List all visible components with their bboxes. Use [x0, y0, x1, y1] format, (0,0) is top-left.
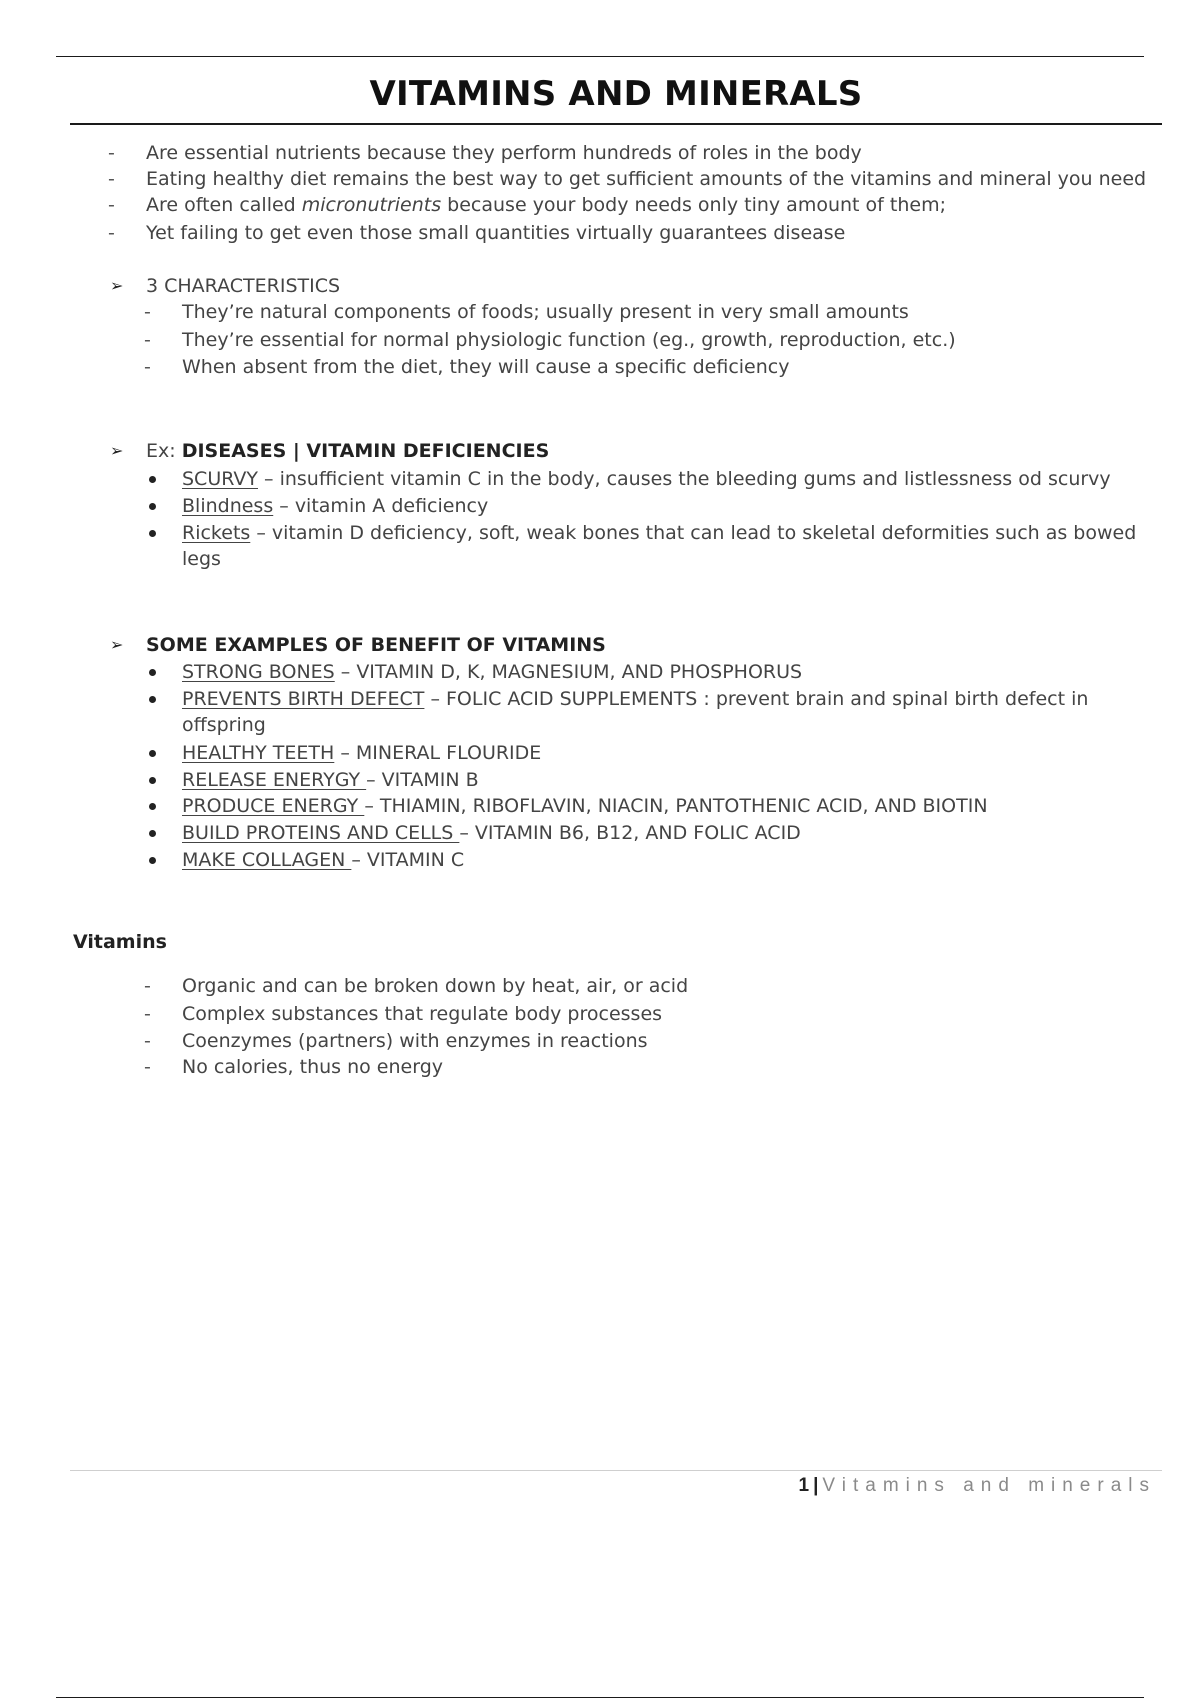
intro-item-4: Yet failing to get even those small quantities virtually guarantees disease — [146, 222, 846, 244]
disease-text: – insufficient vitamin C in the body, causes the bleeding gums and listlessness od scurvy — [258, 468, 1111, 490]
bottom-rule — [56, 1697, 1144, 1698]
benefit-term: MAKE COLLAGEN — [182, 849, 352, 871]
diseases-heading-text: DISEASES | VITAMIN DEFICIENCIES — [181, 440, 550, 462]
benefits-heading: SOME EXAMPLES OF BENEFIT OF VITAMINS — [146, 634, 606, 656]
benefit-item — [182, 793, 988, 819]
benefit-text: – VITAMIN B — [366, 769, 479, 791]
intro-item-3-italic: micronutrients — [301, 194, 442, 216]
top-rule — [56, 56, 1144, 57]
title-rule — [70, 123, 1162, 125]
vitamin-item-3: Coenzymes (partners) with enzymes in reactions — [182, 1030, 648, 1052]
bullet-icon — [149, 830, 156, 837]
page-number: 1 — [798, 1475, 810, 1496]
benefit-item — [182, 659, 802, 685]
disease-item-rickets — [182, 520, 1136, 546]
disease-item-rickets-continuation: legs — [182, 548, 221, 570]
benefit-term: RELEASE ENERYGY — [182, 769, 367, 791]
vitamin-item-2: Complex substances that regulate body processes — [182, 1003, 663, 1025]
characteristic-item-3: When absent from the diet, they will cause a specific deficiency — [182, 356, 790, 378]
arrow-bullet-icon: ➢ — [110, 441, 124, 460]
benefit-item — [182, 820, 801, 846]
intro-item-2: Eating healthy diet remains the best way to get sufficient amounts of the vitamins and mineral you need — [146, 168, 1147, 190]
dash-marker: - — [144, 356, 151, 378]
characteristic-item-1: They’re natural components of foods; usually present in very small amounts — [182, 301, 909, 323]
benefit-term: PRODUCE ENERGY — [182, 795, 365, 817]
benefit-term: BUILD PROTEINS AND CELLS — [182, 822, 460, 844]
vitamin-item-4: No calories, thus no energy — [182, 1056, 444, 1078]
benefit-text: – MINERAL FLOURIDE — [334, 742, 542, 764]
dash-marker: - — [144, 1056, 151, 1078]
benefit-item — [182, 847, 464, 873]
diseases-heading — [146, 438, 549, 464]
intro-item-1: Are essential nutrients because they perform hundreds of roles in the body — [146, 142, 862, 164]
bullet-icon — [149, 503, 156, 510]
dash-marker: - — [108, 222, 115, 244]
intro-item-3-before: Are often called — [146, 194, 302, 216]
benefit-text: – THIAMIN, RIBOFLAVIN, NIACIN, PANTOTHENIC ACID, AND BIOTIN — [364, 795, 988, 817]
benefit-item-continuation: offspring — [182, 714, 266, 736]
bullet-icon — [149, 696, 156, 703]
benefit-text: – VITAMIN B6, B12, AND FOLIC ACID — [459, 822, 801, 844]
characteristics-heading: 3 CHARACTERISTICS — [146, 275, 341, 297]
benefit-item — [182, 686, 1088, 712]
page-title: VITAMINS AND MINERALS — [369, 74, 863, 114]
benefit-item — [182, 740, 541, 766]
bullet-icon — [149, 750, 156, 757]
footer-separator: | — [813, 1475, 819, 1496]
benefit-term: STRONG BONES — [182, 661, 335, 683]
benefit-item — [182, 767, 479, 793]
page-footer — [799, 1475, 1156, 1497]
bullet-icon — [149, 530, 156, 537]
dash-marker: - — [144, 329, 151, 351]
arrow-bullet-icon: ➢ — [110, 276, 124, 295]
disease-item-scurvy — [182, 466, 1111, 492]
dash-marker: - — [108, 142, 115, 164]
dash-marker: - — [108, 168, 115, 190]
footer-label: Vitamins and minerals — [822, 1475, 1156, 1496]
diseases-heading-prefix: Ex: — [146, 440, 182, 462]
disease-term: SCURVY — [182, 468, 258, 490]
benefit-term: PREVENTS BIRTH DEFECT — [182, 688, 425, 710]
disease-text: – vitamin A deficiency — [273, 495, 489, 517]
benefit-term: HEALTHY TEETH — [182, 742, 335, 764]
intro-item-3-after: because your body needs only tiny amount of them; — [441, 194, 946, 216]
vitamins-heading: Vitamins — [73, 931, 167, 953]
benefit-text: – VITAMIN C — [351, 849, 465, 871]
arrow-bullet-icon: ➢ — [110, 635, 124, 654]
characteristic-item-2: They’re essential for normal physiologic function (eg., growth, reproduction, etc.) — [182, 329, 956, 351]
disease-term: Rickets — [182, 522, 251, 544]
bullet-icon — [149, 669, 156, 676]
bullet-icon — [149, 476, 156, 483]
bullet-icon — [149, 803, 156, 810]
disease-item-blindness — [182, 493, 488, 519]
dash-marker: - — [144, 1003, 151, 1025]
disease-text: – vitamin D deficiency, soft, weak bones that can lead to skeletal deformities such as bowed — [250, 522, 1137, 544]
bullet-icon — [149, 857, 156, 864]
disease-term: Blindness — [182, 495, 274, 517]
bullet-icon — [149, 777, 156, 784]
benefit-text: – VITAMIN D, K, MAGNESIUM, AND PHOSPHORUS — [334, 661, 803, 683]
dash-marker: - — [144, 301, 151, 323]
intro-item-3 — [146, 192, 946, 218]
footer-rule — [70, 1470, 1162, 1471]
dash-marker: - — [144, 1030, 151, 1052]
dash-marker: - — [108, 194, 115, 216]
dash-marker: - — [144, 975, 151, 997]
vitamin-item-1: Organic and can be broken down by heat, air, or acid — [182, 975, 689, 997]
benefit-text: – FOLIC ACID SUPPLEMENTS : prevent brain and spinal birth defect in — [424, 688, 1089, 710]
